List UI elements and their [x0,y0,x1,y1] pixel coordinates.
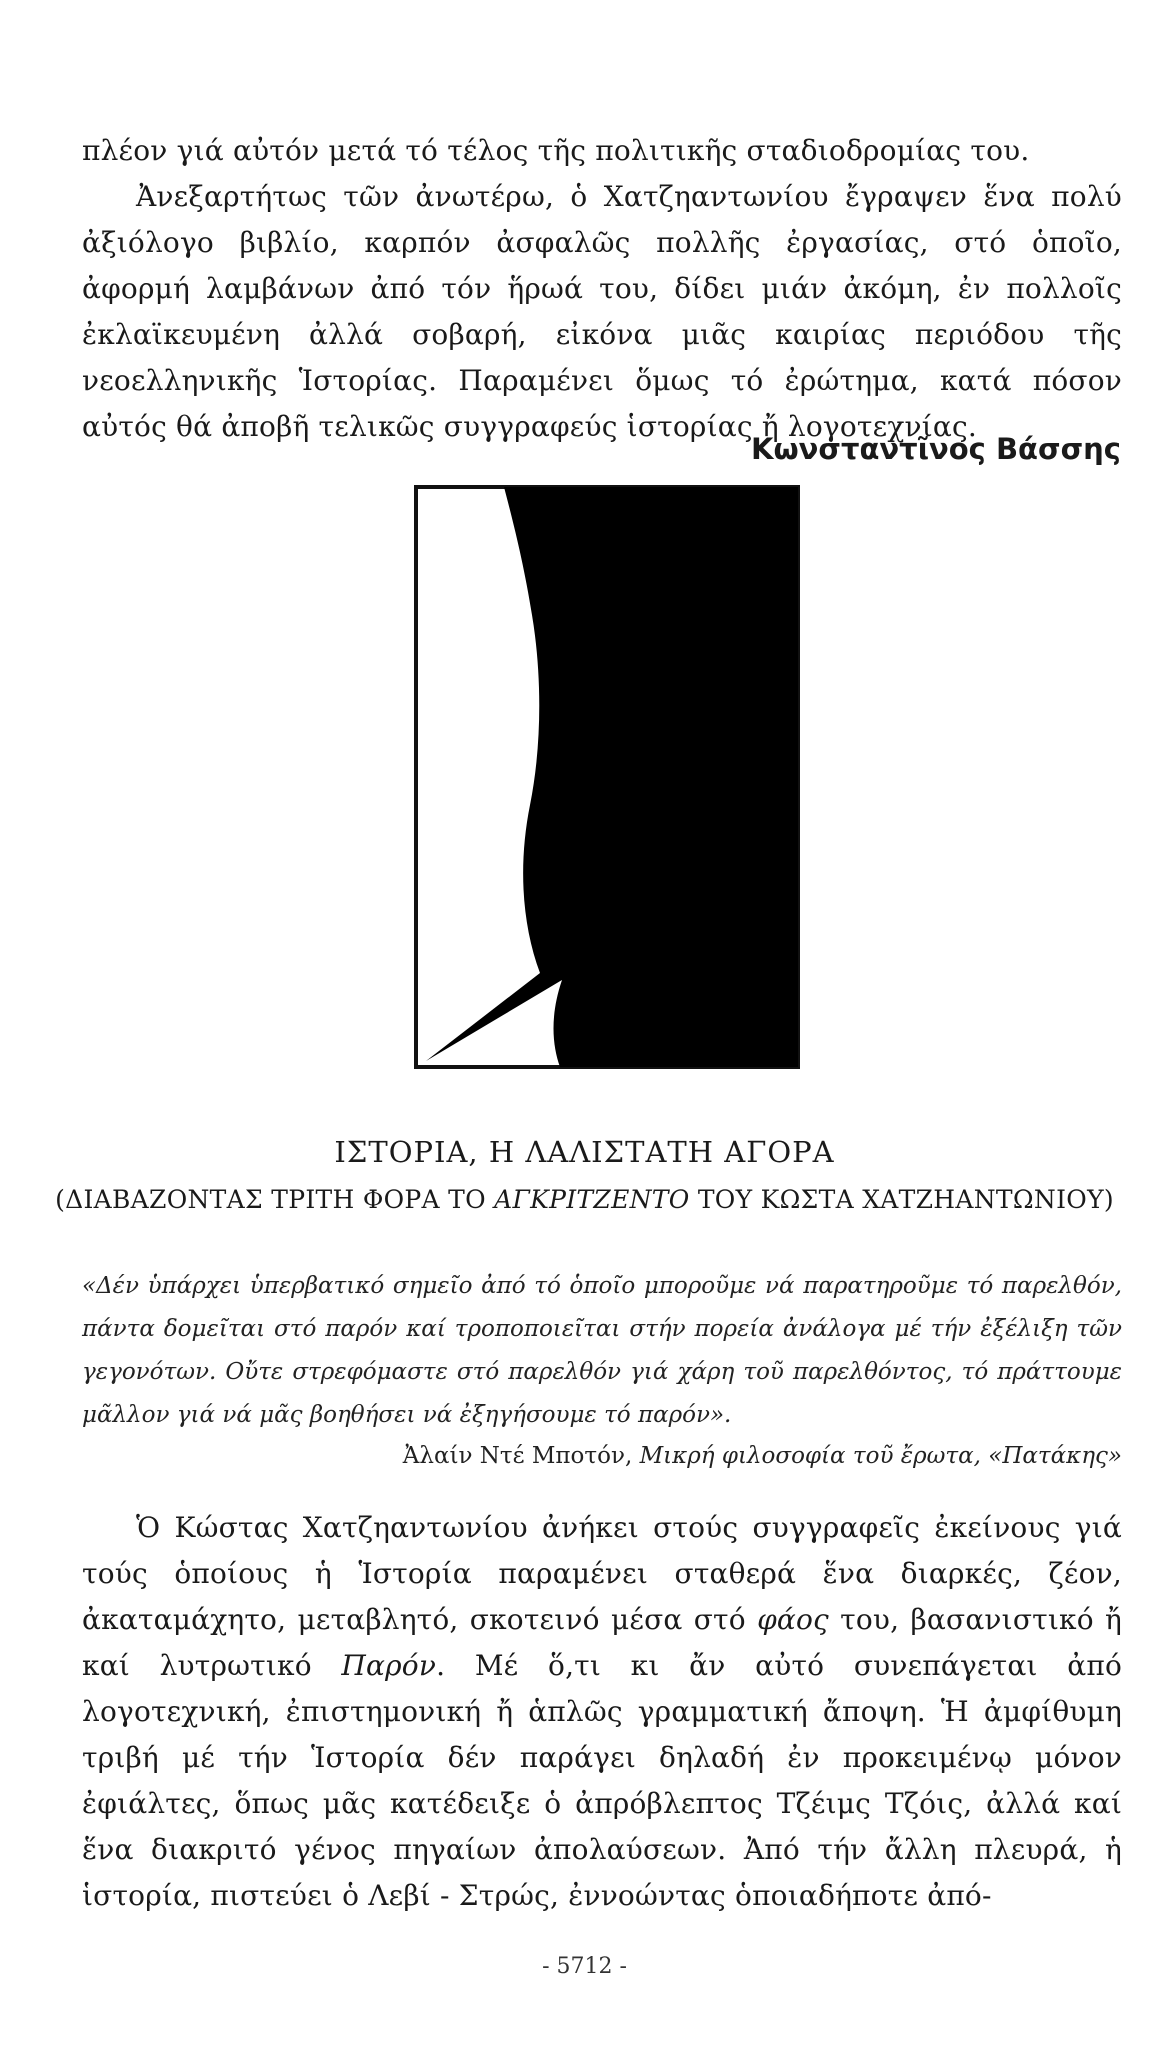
article-subtitle [0,1185,1169,1214]
silhouette-icon [414,485,800,1069]
article-title: ΙΣΤΟΡΙΑ, Η ΛΑΛΙΣΤΑΤΗ ΑΓΟΡΑ [334,1135,835,1169]
article-body [82,1505,1122,1919]
body-paragraph [82,1505,1122,1919]
subtitle-prefix: (ΔΙΑΒΑΖΟΝΤΑΣ ΤΡΙΤΗ ΦΟΡΑ ΤΟ [55,1185,495,1214]
page-number: - 5712 - [542,1954,627,1979]
body-text: του, βασανιστικό ἤ καί λυτρωτικό [82,1603,1122,1682]
author-signature: Κωνσταντῖνος Βάσσης [750,432,1121,466]
body-text: . Μέ ὅ,τι κι ἄν αὐτό συνεπάγεται ἀπό λογοτεχνική, ἐπιστημονική ἤ ἁπλῶς γραμματική ἄποψη. Ἡ ἀμφίθυμη τριβή μέ τήν Ἱστορία δέν παράγει δηλαδή ἐν προκειμένῳ μόνον ἐφιάλτες, ὅπως μᾶς κατέδειξε ὁ ἀπρόβλεπτος Τζέιμς Τζόις, ἀλλά καί ἕνα διακριτό γένος πηγαίων ἀπολαύσεων. Ἀπό τήν ἄλλη πλευρά, ἡ ἱστορία, πιστεύει ὁ Λεβί - Στρώς, ἐννοώντας ὁποιαδήποτε ἀπό- [82,1649,1123,1912]
epigraph-author: Ἀλαίν Ντέ Μποτόν, [402,1443,640,1469]
epigraph [82,1265,1122,1437]
body-italic-word: Παρόν [341,1649,437,1682]
body-italic-word: φάος [757,1603,829,1636]
epigraph-source [403,1443,1122,1469]
epigraph-work: Μικρή φιλοσοφία τοῦ ἔρωτα, «Πατάκης» [639,1443,1122,1469]
previous-article-ending [82,128,1122,450]
body-text: Ὁ Κώστας Χατζηαντωνίου ἀνήκει στούς συγγραφεῖς ἐκείνους γιά τούς ὁποίους ἡ Ἱστορία παραμένει σταθερά ἕνα διαρκές, ζέον, ἀκαταμάχητο, μεταβλητό, σκοτεινό μέσα στό [82,1511,1122,1636]
subtitle-suffix: ΤΟΥ ΚΩΣΤΑ ΧΑΤΖΗΑΝΤΩΝΙΟΥ) [689,1185,1114,1214]
epigraph-text: «Δέν ὑπάρχει ὑπερβατικό σημεῖο ἀπό τό ὁποῖο μποροῦμε νά παρατηροῦμε τό παρελθόν, πάντα δομεῖται στό παρόν καί τροποποιεῖται στήν πορεία ἀνάλογα μέ τήν ἐξέλιξη τῶν γεγονότων. Οὔτε στρεφόμαστε στό παρελθόν γιά χάρη τοῦ παρελθόντος, τό πράττουμε μᾶλλον γιά νά μᾶς βοηθήσει νά ἐξηγήσουμε τό παρόν». [82,1273,1122,1428]
paragraph-continuation: πλέον γιά αὐτόν μετά τό τέλος τῆς πολιτικῆς σταδιοδρομίας του. [82,134,1030,167]
paragraph-review-conclusion: Ἀνεξαρτήτως τῶν ἀνωτέρω, ὁ Χατζηαντωνίου ἔγραψεν ἕνα πολύ ἀξιόλογο βιβλίο, καρπόν ἀσφαλῶς πολλῆς ἐργασίας, στό ὁποῖο, ἀφορμή λαμβάνων ἀπό τόν ἥρωά του, δίδει μιάν ἀκόμη, ἐν πολλοῖς ἐκλαϊκευμένη ἀλλά σοβαρή, εἰκόνα μιᾶς καιρίας περιόδου τῆς νεοελληνικῆς Ἱστορίας. Παραμένει ὅμως τό ἐρώτημα, κατά πόσον αὐτός θά ἀποβῆ τελικῶς συγγραφεύς ἱστορίας ἤ λογοτεχνίας. [82,180,1122,443]
abstract-artwork-image [414,485,800,1069]
subtitle-book-title: ΑΓΚΡΙΤΖΕΝΤΟ [494,1185,690,1214]
